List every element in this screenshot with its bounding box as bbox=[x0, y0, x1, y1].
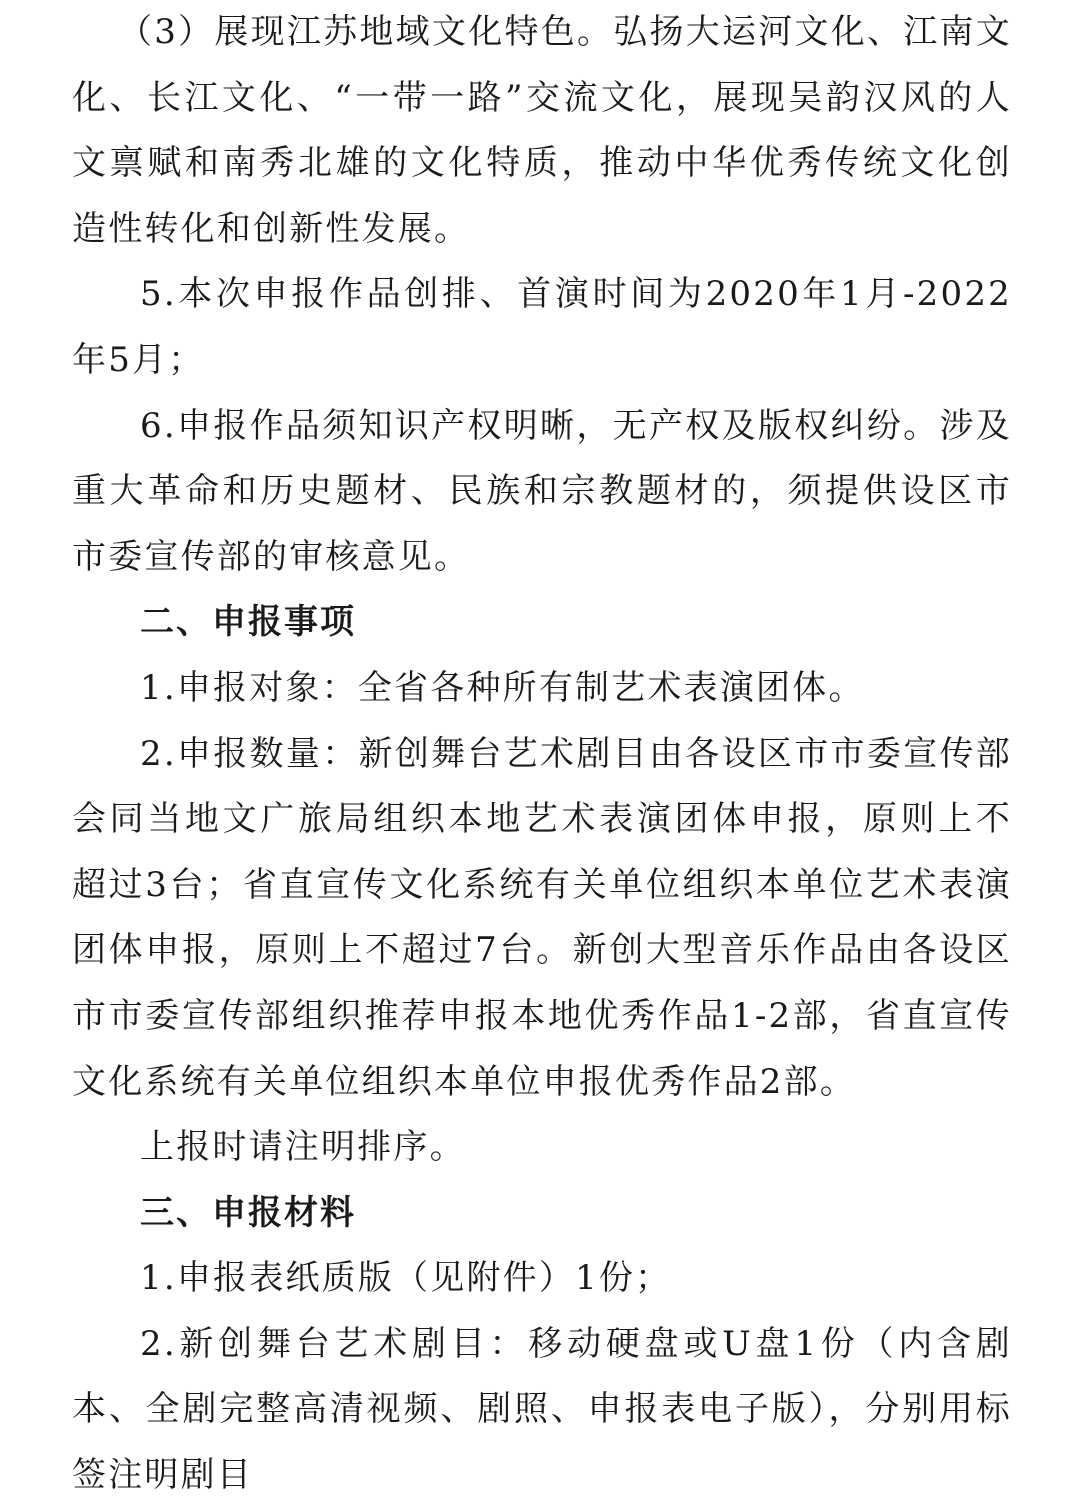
paragraph-regional-culture: （3）展现江苏地域文化特色。弘扬大运河文化、江南文化、长江文化、“一带一路”交流文化，展现吴韵汉风的人文禀赋和南秀北雄的文化特质，推动中华优秀传统文化创造性转化和创新性发展。 bbox=[72, 12, 1012, 249]
paragraph-creation-time: 5.本次申报作品创排、首演时间为2020年1月-2022年5月； bbox=[72, 274, 1012, 380]
document-page bbox=[72, 0, 1012, 1509]
section-heading-application-materials: 三、申报材料 bbox=[140, 1192, 356, 1233]
paragraph-stage-works-materials: 2.新创舞台艺术剧目：移动硬盘或U盘1份（内含剧本、全剧完整高清视频、剧照、申报表电子版），分别用标签注明剧目 bbox=[72, 1323, 1012, 1496]
section-heading-application-items: 二、申报事项 bbox=[140, 602, 356, 643]
paragraph-application-quantity: 2.申报数量：新创舞台艺术剧目由各设区市市委宣传部会同当地文广旅局组织本地艺术表演团体申报，原则上不超过3台；省直宣传文化系统有关单位组织本单位艺术表演团体申报，原则上不超过7台。新创大型音乐作品由各设区市市委宣传部组织推荐申报本地优秀作品1-2部，省直宣传文化系统有关单位组织本单位申报优秀作品2部。 bbox=[72, 733, 1012, 1102]
paragraph-application-target: 1.申报对象：全省各种所有制艺术表演团体。 bbox=[140, 667, 865, 708]
paragraph-application-form: 1.申报表纸质版（见附件）1份； bbox=[140, 1258, 672, 1299]
paragraph-ranking-note: 上报时请注明排序。 bbox=[140, 1127, 466, 1168]
paragraph-intellectual-property: 6.申报作品须知识产权明晰，无产权及版权纠纷。涉及重大革命和历史题材、民族和宗教题材的，须提供设区市市委宣传部的审核意见。 bbox=[72, 405, 1012, 577]
